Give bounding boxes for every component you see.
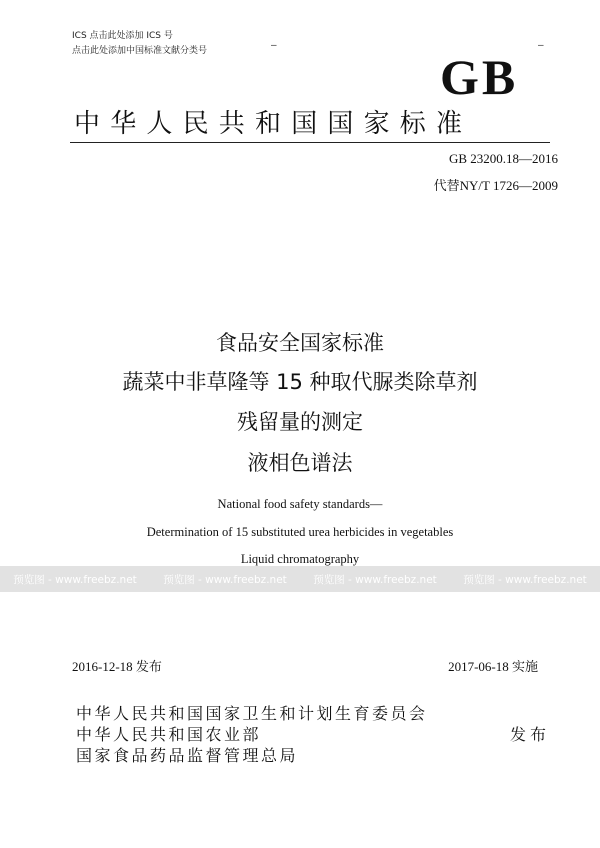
ics-number-placeholder[interactable]: ICS 点击此处添加 ICS 号 bbox=[72, 31, 173, 41]
watermark-text: 预览图 - www.freebz.net bbox=[163, 573, 287, 586]
country-standard-title: 中华人民共和国国家标准 bbox=[74, 109, 473, 139]
watermark-text: 预览图 - www.freebz.net bbox=[463, 573, 587, 586]
replaced-standard: 代替NY/T 1726—2009 bbox=[433, 178, 558, 193]
preview-watermark-band bbox=[0, 566, 600, 592]
issuer-1: 中华人民共和国国家卫生和计划生育委员会 bbox=[76, 704, 428, 723]
title-en-line-3: Liquid chromatography bbox=[240, 552, 360, 566]
gb-logo: GB bbox=[440, 49, 519, 105]
standard-number: GB 23200.18—2016 bbox=[448, 151, 558, 166]
ccs-number-placeholder[interactable]: 点击此处添加中国标准文献分类号 bbox=[72, 46, 208, 56]
header-divider bbox=[70, 142, 550, 143]
title-cn-line-4: 液相色谱法 bbox=[247, 451, 353, 475]
watermark-text: 预览图 - www.freebz.net bbox=[13, 573, 137, 586]
issuer-3: 国家食品药品监督管理总局 bbox=[76, 746, 299, 765]
title-cn-line-1: 食品安全国家标准 bbox=[216, 331, 384, 355]
issue-date: 2016-12-18 发布 bbox=[72, 659, 162, 674]
title-en-line-1: National food safety standards— bbox=[217, 497, 383, 511]
header-dash-right: – bbox=[538, 40, 544, 51]
implementation-date: 2017-06-18 实施 bbox=[448, 659, 538, 674]
title-cn-line-2: 蔬菜中非草隆等 15 种取代脲类除草剂 bbox=[122, 370, 478, 394]
title-cn-line-3: 残留量的测定 bbox=[237, 410, 363, 434]
publish-label: 发布 bbox=[510, 725, 551, 744]
header-dash-left: – bbox=[271, 40, 277, 51]
issuer-2: 中华人民共和国农业部 bbox=[76, 725, 262, 744]
title-en-line-2: Determination of 15 substituted urea herbicides in vegetables bbox=[146, 525, 454, 539]
watermark-text: 预览图 - www.freebz.net bbox=[313, 573, 437, 586]
